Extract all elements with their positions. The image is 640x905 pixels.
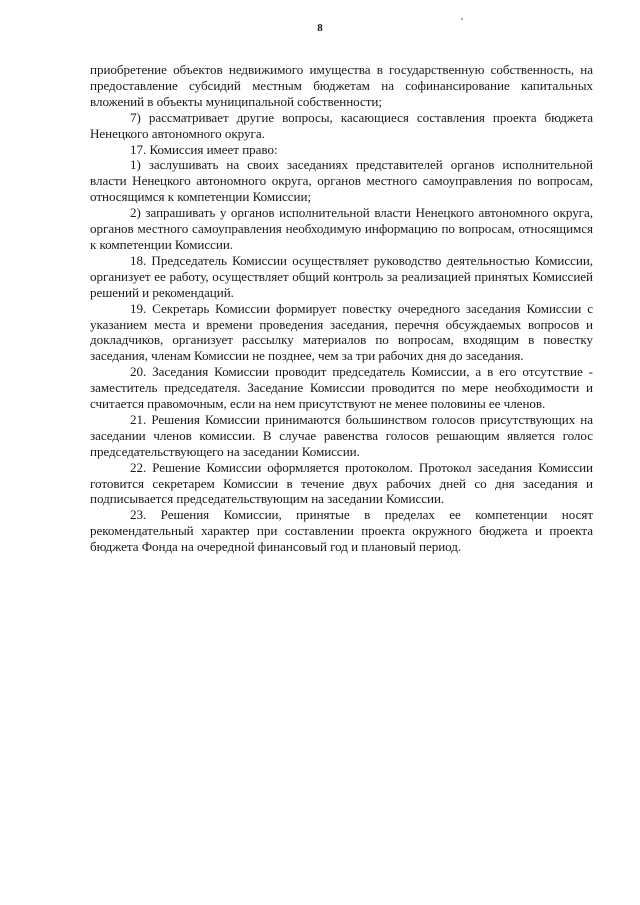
paragraph-22: 22. Решение Комиссии оформляется протоколом. Протокол заседания Комиссии готовится секретарем Комиссии в течение двух рабочих дней со дня заседания и подписывается председательствующим на заседании Комиссии. — [90, 459, 593, 507]
paragraph-20: 20. Заседания Комиссии проводит председатель Комиссии, а в его отсутствие - заместитель председателя. Заседание Комиссии проводится по мере необходимости и считается правомочным, если на нем присутствуют не менее половины ее членов. — [90, 364, 593, 412]
paragraph-17-item-2: 2) запрашивать у органов исполнительной власти Ненецкого автономного округа, органов местного самоуправления необходимую информацию по вопросам, относящимся к компетенции Комиссии. — [90, 205, 593, 252]
paragraph-19: 19. Секретарь Комиссии формирует повестку очередного заседания Комиссии с указанием места и времени проведения заседания, перечня обсуждаемых вопросов и докладчиков, организует рассылку материалов по вопросам, входящим в повестку заседания, членам Комиссии не позднее, чем за три рабочих дня до заседания. — [90, 300, 593, 364]
document-body — [90, 62, 593, 555]
paragraph-17-item-1: 1) заслушивать на своих заседаниях представителей органов исполнительной власти Ненецкого автономного округа, органов местного самоуправления по вопросам, относящимся к компетенции Комиссии; — [90, 157, 593, 205]
paragraph-23: 23. Решения Комиссии, принятые в пределах ее компетенции носят рекомендательный характер при составлении проекта окружного бюджета и проекта бюджета Фонда на очередной финансовый год и плановый период. — [90, 507, 593, 555]
paragraph-continuation: приобретение объектов недвижимого имущества в государственную собственность, на предоставление субсидий местным бюджетам на софинансирование капитальных вложений в объекты муниципальной собственности; — [90, 62, 593, 109]
page-number: 8 — [317, 22, 323, 34]
paragraph-18: 18. Председатель Комиссии осуществляет руководство деятельностью Комиссии, организует ее работу, осуществляет общий контроль за реализацией принятых Комиссией решений и рекомендаций. — [90, 252, 593, 300]
paragraph-21: 21. Решения Комиссии принимаются большинством голосов присутствующих на заседании членов комиссии. В случае равенства голосов решающим является голос председательствующего на заседании Комиссии. — [90, 411, 593, 459]
scan-mark — [461, 18, 463, 20]
paragraph-item-7: 7) рассматривает другие вопросы, касающиеся составления проекта бюджета Ненецкого автономного округа. — [90, 109, 593, 141]
paragraph-17: 17. Комиссия имеет право: — [130, 141, 278, 157]
